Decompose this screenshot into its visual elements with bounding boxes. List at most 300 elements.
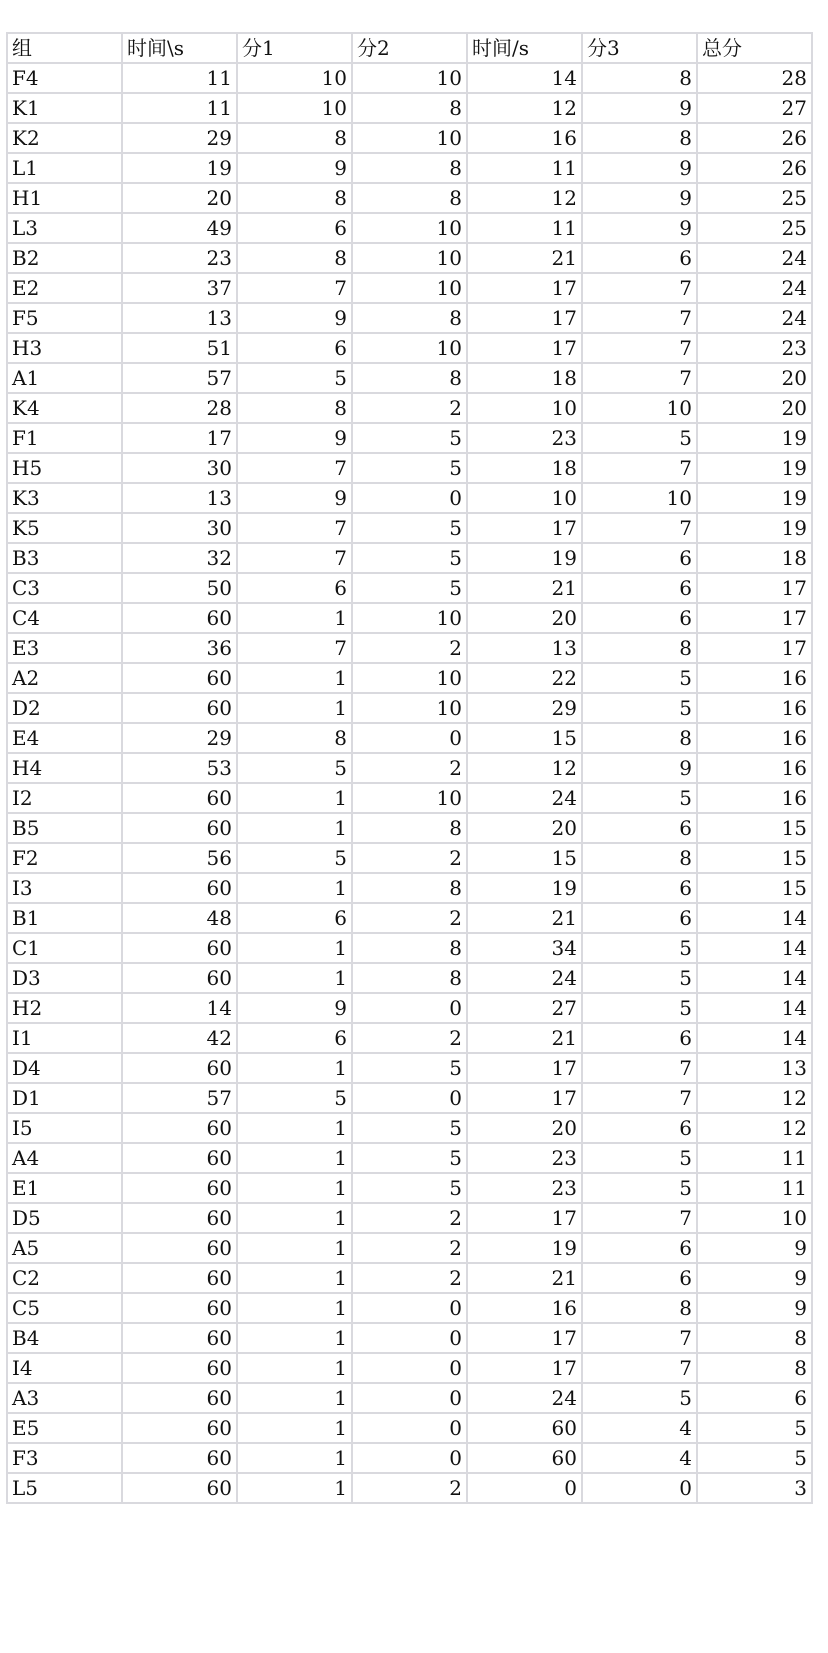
cell-score-1: 7 <box>237 273 352 303</box>
cell-score-3: 6 <box>582 873 697 903</box>
cell-time-1: 53 <box>122 753 237 783</box>
cell-time-1: 60 <box>122 1293 237 1323</box>
cell-group: B3 <box>7 543 122 573</box>
cell-score-1: 1 <box>237 963 352 993</box>
cell-score-1: 1 <box>237 1473 352 1503</box>
cell-group: A4 <box>7 1143 122 1173</box>
cell-total: 15 <box>697 873 812 903</box>
cell-time-2: 12 <box>467 753 582 783</box>
cell-time-2: 34 <box>467 933 582 963</box>
cell-score-2: 0 <box>352 1413 467 1443</box>
cell-score-2: 8 <box>352 363 467 393</box>
header-cell-time-1: 时间\s <box>122 33 237 63</box>
cell-total: 12 <box>697 1113 812 1143</box>
cell-total: 16 <box>697 753 812 783</box>
cell-total: 5 <box>697 1413 812 1443</box>
cell-group: H2 <box>7 993 122 1023</box>
cell-time-2: 24 <box>467 963 582 993</box>
cell-score-3: 5 <box>582 933 697 963</box>
table-row <box>7 1233 812 1263</box>
table-row <box>7 123 812 153</box>
cell-score-3: 6 <box>582 243 697 273</box>
cell-score-2: 8 <box>352 873 467 903</box>
cell-group: I5 <box>7 1113 122 1143</box>
cell-time-1: 20 <box>122 183 237 213</box>
cell-group: I2 <box>7 783 122 813</box>
cell-time-2: 17 <box>467 273 582 303</box>
cell-total: 3 <box>697 1473 812 1503</box>
cell-score-2: 0 <box>352 1383 467 1413</box>
cell-group: C1 <box>7 933 122 963</box>
cell-total: 6 <box>697 1383 812 1413</box>
cell-group: B5 <box>7 813 122 843</box>
cell-score-2: 10 <box>352 63 467 93</box>
cell-group: D3 <box>7 963 122 993</box>
cell-time-2: 17 <box>467 1083 582 1113</box>
cell-time-1: 14 <box>122 993 237 1023</box>
cell-group: I1 <box>7 1023 122 1053</box>
cell-score-1: 1 <box>237 933 352 963</box>
cell-total: 14 <box>697 963 812 993</box>
cell-total: 17 <box>697 603 812 633</box>
table-row <box>7 933 812 963</box>
cell-group: C3 <box>7 573 122 603</box>
cell-total: 8 <box>697 1353 812 1383</box>
cell-time-1: 50 <box>122 573 237 603</box>
cell-score-1: 1 <box>237 663 352 693</box>
cell-time-1: 48 <box>122 903 237 933</box>
cell-time-2: 29 <box>467 693 582 723</box>
cell-score-1: 1 <box>237 813 352 843</box>
table-row <box>7 633 812 663</box>
cell-score-3: 7 <box>582 303 697 333</box>
cell-total: 5 <box>697 1443 812 1473</box>
cell-score-2: 2 <box>352 393 467 423</box>
table-row <box>7 1173 812 1203</box>
cell-group: E4 <box>7 723 122 753</box>
cell-group: A5 <box>7 1233 122 1263</box>
table-row <box>7 1353 812 1383</box>
cell-score-2: 2 <box>352 1233 467 1263</box>
header-cell-group: 组 <box>7 33 122 63</box>
cell-time-2: 23 <box>467 423 582 453</box>
cell-time-2: 17 <box>467 303 582 333</box>
cell-score-2: 5 <box>352 423 467 453</box>
cell-total: 9 <box>697 1233 812 1263</box>
cell-total: 24 <box>697 243 812 273</box>
cell-score-3: 10 <box>582 483 697 513</box>
cell-score-3: 0 <box>582 1473 697 1503</box>
cell-score-2: 8 <box>352 933 467 963</box>
cell-total: 27 <box>697 93 812 123</box>
cell-total: 16 <box>697 663 812 693</box>
cell-score-1: 6 <box>237 573 352 603</box>
cell-time-2: 18 <box>467 453 582 483</box>
cell-score-3: 5 <box>582 693 697 723</box>
cell-score-2: 8 <box>352 813 467 843</box>
cell-time-1: 11 <box>122 63 237 93</box>
cell-score-3: 6 <box>582 543 697 573</box>
cell-time-2: 60 <box>467 1443 582 1473</box>
cell-group: H1 <box>7 183 122 213</box>
table-row <box>7 573 812 603</box>
table-row <box>7 393 812 423</box>
cell-total: 11 <box>697 1173 812 1203</box>
cell-group: F3 <box>7 1443 122 1473</box>
cell-group: E5 <box>7 1413 122 1443</box>
cell-score-3: 6 <box>582 573 697 603</box>
cell-score-3: 8 <box>582 1293 697 1323</box>
cell-score-2: 5 <box>352 1113 467 1143</box>
cell-total: 11 <box>697 1143 812 1173</box>
cell-total: 9 <box>697 1293 812 1323</box>
cell-group: I4 <box>7 1353 122 1383</box>
cell-score-3: 9 <box>582 213 697 243</box>
cell-group: F5 <box>7 303 122 333</box>
cell-score-3: 7 <box>582 453 697 483</box>
cell-score-1: 9 <box>237 483 352 513</box>
cell-score-3: 8 <box>582 123 697 153</box>
cell-time-1: 60 <box>122 1443 237 1473</box>
cell-time-1: 60 <box>122 1473 237 1503</box>
cell-time-2: 24 <box>467 783 582 813</box>
cell-time-2: 21 <box>467 903 582 933</box>
table-row <box>7 93 812 123</box>
cell-group: F4 <box>7 63 122 93</box>
cell-time-1: 56 <box>122 843 237 873</box>
cell-score-2: 10 <box>352 273 467 303</box>
table-row <box>7 1443 812 1473</box>
cell-time-2: 21 <box>467 1263 582 1293</box>
table-row <box>7 783 812 813</box>
table-row <box>7 243 812 273</box>
cell-time-1: 60 <box>122 693 237 723</box>
cell-score-3: 7 <box>582 273 697 303</box>
cell-group: L1 <box>7 153 122 183</box>
cell-time-2: 18 <box>467 363 582 393</box>
cell-time-1: 30 <box>122 453 237 483</box>
cell-group: F2 <box>7 843 122 873</box>
cell-group: B4 <box>7 1323 122 1353</box>
cell-group: A3 <box>7 1383 122 1413</box>
cell-time-1: 60 <box>122 1053 237 1083</box>
cell-score-1: 5 <box>237 753 352 783</box>
cell-time-1: 60 <box>122 963 237 993</box>
cell-total: 14 <box>697 1023 812 1053</box>
cell-time-2: 21 <box>467 243 582 273</box>
cell-time-1: 28 <box>122 393 237 423</box>
cell-total: 14 <box>697 933 812 963</box>
header-cell-score-3: 分3 <box>582 33 697 63</box>
table-row <box>7 1263 812 1293</box>
cell-score-2: 8 <box>352 93 467 123</box>
cell-group: D2 <box>7 693 122 723</box>
cell-group: E3 <box>7 633 122 663</box>
cell-score-3: 8 <box>582 843 697 873</box>
cell-score-1: 1 <box>237 1353 352 1383</box>
cell-total: 12 <box>697 1083 812 1113</box>
cell-time-2: 21 <box>467 1023 582 1053</box>
cell-group: E1 <box>7 1173 122 1203</box>
cell-score-2: 10 <box>352 123 467 153</box>
cell-score-2: 10 <box>352 663 467 693</box>
cell-score-1: 1 <box>237 1323 352 1353</box>
cell-time-2: 17 <box>467 333 582 363</box>
cell-score-1: 8 <box>237 393 352 423</box>
cell-score-2: 0 <box>352 1083 467 1113</box>
cell-score-1: 8 <box>237 123 352 153</box>
cell-total: 16 <box>697 783 812 813</box>
cell-group: C2 <box>7 1263 122 1293</box>
table-row <box>7 693 812 723</box>
table-row <box>7 1383 812 1413</box>
cell-time-2: 23 <box>467 1173 582 1203</box>
cell-score-1: 7 <box>237 633 352 663</box>
cell-time-1: 60 <box>122 813 237 843</box>
cell-score-2: 5 <box>352 453 467 483</box>
table-row <box>7 513 812 543</box>
cell-score-1: 10 <box>237 93 352 123</box>
cell-time-1: 60 <box>122 933 237 963</box>
cell-group: K3 <box>7 483 122 513</box>
cell-time-1: 60 <box>122 1263 237 1293</box>
cell-time-1: 57 <box>122 1083 237 1113</box>
table-row <box>7 1083 812 1113</box>
cell-score-3: 7 <box>582 1203 697 1233</box>
cell-score-2: 10 <box>352 243 467 273</box>
cell-score-1: 1 <box>237 1383 352 1413</box>
cell-score-3: 5 <box>582 783 697 813</box>
cell-total: 26 <box>697 123 812 153</box>
cell-group: A1 <box>7 363 122 393</box>
cell-time-2: 11 <box>467 213 582 243</box>
cell-group: H3 <box>7 333 122 363</box>
table-row <box>7 303 812 333</box>
cell-score-2: 0 <box>352 993 467 1023</box>
cell-group: L5 <box>7 1473 122 1503</box>
cell-score-3: 7 <box>582 363 697 393</box>
cell-score-2: 10 <box>352 603 467 633</box>
table-row <box>7 873 812 903</box>
cell-score-2: 10 <box>352 693 467 723</box>
cell-score-1: 7 <box>237 543 352 573</box>
cell-total: 19 <box>697 423 812 453</box>
cell-score-1: 1 <box>237 873 352 903</box>
cell-group: E2 <box>7 273 122 303</box>
cell-group: D1 <box>7 1083 122 1113</box>
cell-score-1: 7 <box>237 513 352 543</box>
table-row <box>7 423 812 453</box>
cell-time-1: 60 <box>122 1383 237 1413</box>
table-row <box>7 273 812 303</box>
cell-score-3: 6 <box>582 603 697 633</box>
cell-total: 25 <box>697 213 812 243</box>
cell-time-2: 17 <box>467 513 582 543</box>
cell-score-3: 7 <box>582 1083 697 1113</box>
table-row <box>7 213 812 243</box>
cell-time-1: 60 <box>122 1203 237 1233</box>
cell-time-1: 57 <box>122 363 237 393</box>
cell-score-3: 8 <box>582 633 697 663</box>
cell-score-1: 1 <box>237 1233 352 1263</box>
cell-score-2: 5 <box>352 1143 467 1173</box>
cell-score-2: 2 <box>352 1473 467 1503</box>
cell-score-2: 5 <box>352 513 467 543</box>
cell-total: 15 <box>697 843 812 873</box>
cell-score-3: 6 <box>582 1023 697 1053</box>
cell-score-1: 8 <box>237 243 352 273</box>
table-row <box>7 543 812 573</box>
header-cell-time-2: 时间/s <box>467 33 582 63</box>
cell-time-1: 60 <box>122 783 237 813</box>
cell-time-1: 60 <box>122 603 237 633</box>
cell-score-2: 0 <box>352 1443 467 1473</box>
cell-time-1: 60 <box>122 1173 237 1203</box>
cell-time-2: 17 <box>467 1323 582 1353</box>
table-row <box>7 1023 812 1053</box>
cell-total: 23 <box>697 333 812 363</box>
cell-score-3: 8 <box>582 63 697 93</box>
cell-score-1: 1 <box>237 693 352 723</box>
cell-group: D5 <box>7 1203 122 1233</box>
cell-total: 24 <box>697 303 812 333</box>
cell-time-2: 16 <box>467 123 582 153</box>
cell-score-2: 0 <box>352 723 467 753</box>
cell-total: 17 <box>697 573 812 603</box>
cell-score-1: 5 <box>237 363 352 393</box>
cell-time-2: 19 <box>467 1233 582 1263</box>
cell-score-3: 5 <box>582 993 697 1023</box>
cell-score-1: 1 <box>237 603 352 633</box>
cell-time-1: 42 <box>122 1023 237 1053</box>
cell-time-2: 12 <box>467 183 582 213</box>
cell-time-2: 16 <box>467 1293 582 1323</box>
cell-group: H5 <box>7 453 122 483</box>
score-table <box>6 32 813 1504</box>
table-row <box>7 63 812 93</box>
cell-time-2: 0 <box>467 1473 582 1503</box>
cell-score-2: 2 <box>352 1263 467 1293</box>
cell-time-2: 20 <box>467 1113 582 1143</box>
cell-total: 18 <box>697 543 812 573</box>
cell-score-3: 7 <box>582 1053 697 1083</box>
table-row <box>7 1473 812 1503</box>
cell-score-2: 2 <box>352 753 467 783</box>
cell-score-1: 1 <box>237 1113 352 1143</box>
cell-score-2: 0 <box>352 1293 467 1323</box>
cell-score-1: 1 <box>237 1263 352 1293</box>
cell-time-2: 19 <box>467 873 582 903</box>
cell-total: 14 <box>697 903 812 933</box>
cell-score-3: 10 <box>582 393 697 423</box>
cell-score-2: 8 <box>352 303 467 333</box>
cell-score-1: 1 <box>237 1203 352 1233</box>
cell-time-1: 36 <box>122 633 237 663</box>
cell-total: 8 <box>697 1323 812 1353</box>
cell-score-1: 7 <box>237 453 352 483</box>
cell-score-1: 1 <box>237 1143 352 1173</box>
cell-score-2: 5 <box>352 543 467 573</box>
cell-group: K4 <box>7 393 122 423</box>
table-row <box>7 453 812 483</box>
cell-score-3: 4 <box>582 1413 697 1443</box>
cell-score-3: 6 <box>582 1233 697 1263</box>
cell-score-1: 6 <box>237 333 352 363</box>
cell-score-3: 6 <box>582 813 697 843</box>
cell-time-2: 12 <box>467 93 582 123</box>
cell-group: C4 <box>7 603 122 633</box>
cell-time-1: 60 <box>122 1113 237 1143</box>
header-cell-score-1: 分1 <box>237 33 352 63</box>
cell-score-2: 8 <box>352 153 467 183</box>
table-row <box>7 153 812 183</box>
cell-time-2: 10 <box>467 393 582 423</box>
cell-score-3: 7 <box>582 1323 697 1353</box>
cell-time-1: 60 <box>122 1323 237 1353</box>
cell-time-1: 23 <box>122 243 237 273</box>
cell-time-1: 19 <box>122 153 237 183</box>
cell-score-2: 2 <box>352 903 467 933</box>
cell-group: C5 <box>7 1293 122 1323</box>
cell-time-2: 24 <box>467 1383 582 1413</box>
cell-score-3: 5 <box>582 1173 697 1203</box>
cell-time-2: 27 <box>467 993 582 1023</box>
cell-score-1: 1 <box>237 1293 352 1323</box>
cell-time-2: 20 <box>467 603 582 633</box>
table-row <box>7 993 812 1023</box>
header-cell-score-2: 分2 <box>352 33 467 63</box>
cell-group: I3 <box>7 873 122 903</box>
cell-score-1: 1 <box>237 1413 352 1443</box>
table-row <box>7 963 812 993</box>
cell-time-1: 60 <box>122 1413 237 1443</box>
cell-score-2: 8 <box>352 963 467 993</box>
cell-total: 14 <box>697 993 812 1023</box>
cell-total: 15 <box>697 813 812 843</box>
cell-score-3: 5 <box>582 663 697 693</box>
table-row <box>7 1293 812 1323</box>
cell-total: 25 <box>697 183 812 213</box>
cell-score-3: 8 <box>582 723 697 753</box>
table-row <box>7 183 812 213</box>
cell-score-3: 6 <box>582 1263 697 1293</box>
cell-score-3: 7 <box>582 1353 697 1383</box>
cell-total: 20 <box>697 393 812 423</box>
table-row <box>7 843 812 873</box>
cell-group: B2 <box>7 243 122 273</box>
header-cell-total: 总分 <box>697 33 812 63</box>
cell-total: 19 <box>697 483 812 513</box>
cell-score-3: 4 <box>582 1443 697 1473</box>
cell-time-1: 30 <box>122 513 237 543</box>
cell-score-1: 5 <box>237 843 352 873</box>
cell-time-1: 49 <box>122 213 237 243</box>
cell-time-2: 23 <box>467 1143 582 1173</box>
table-body <box>7 63 812 1503</box>
table-row <box>7 1143 812 1173</box>
cell-score-1: 8 <box>237 723 352 753</box>
cell-total: 24 <box>697 273 812 303</box>
cell-time-1: 13 <box>122 483 237 513</box>
cell-time-2: 19 <box>467 543 582 573</box>
cell-time-1: 60 <box>122 663 237 693</box>
cell-score-3: 5 <box>582 1383 697 1413</box>
cell-time-2: 17 <box>467 1053 582 1083</box>
cell-time-1: 29 <box>122 723 237 753</box>
cell-time-1: 60 <box>122 873 237 903</box>
cell-score-3: 6 <box>582 903 697 933</box>
cell-time-2: 22 <box>467 663 582 693</box>
